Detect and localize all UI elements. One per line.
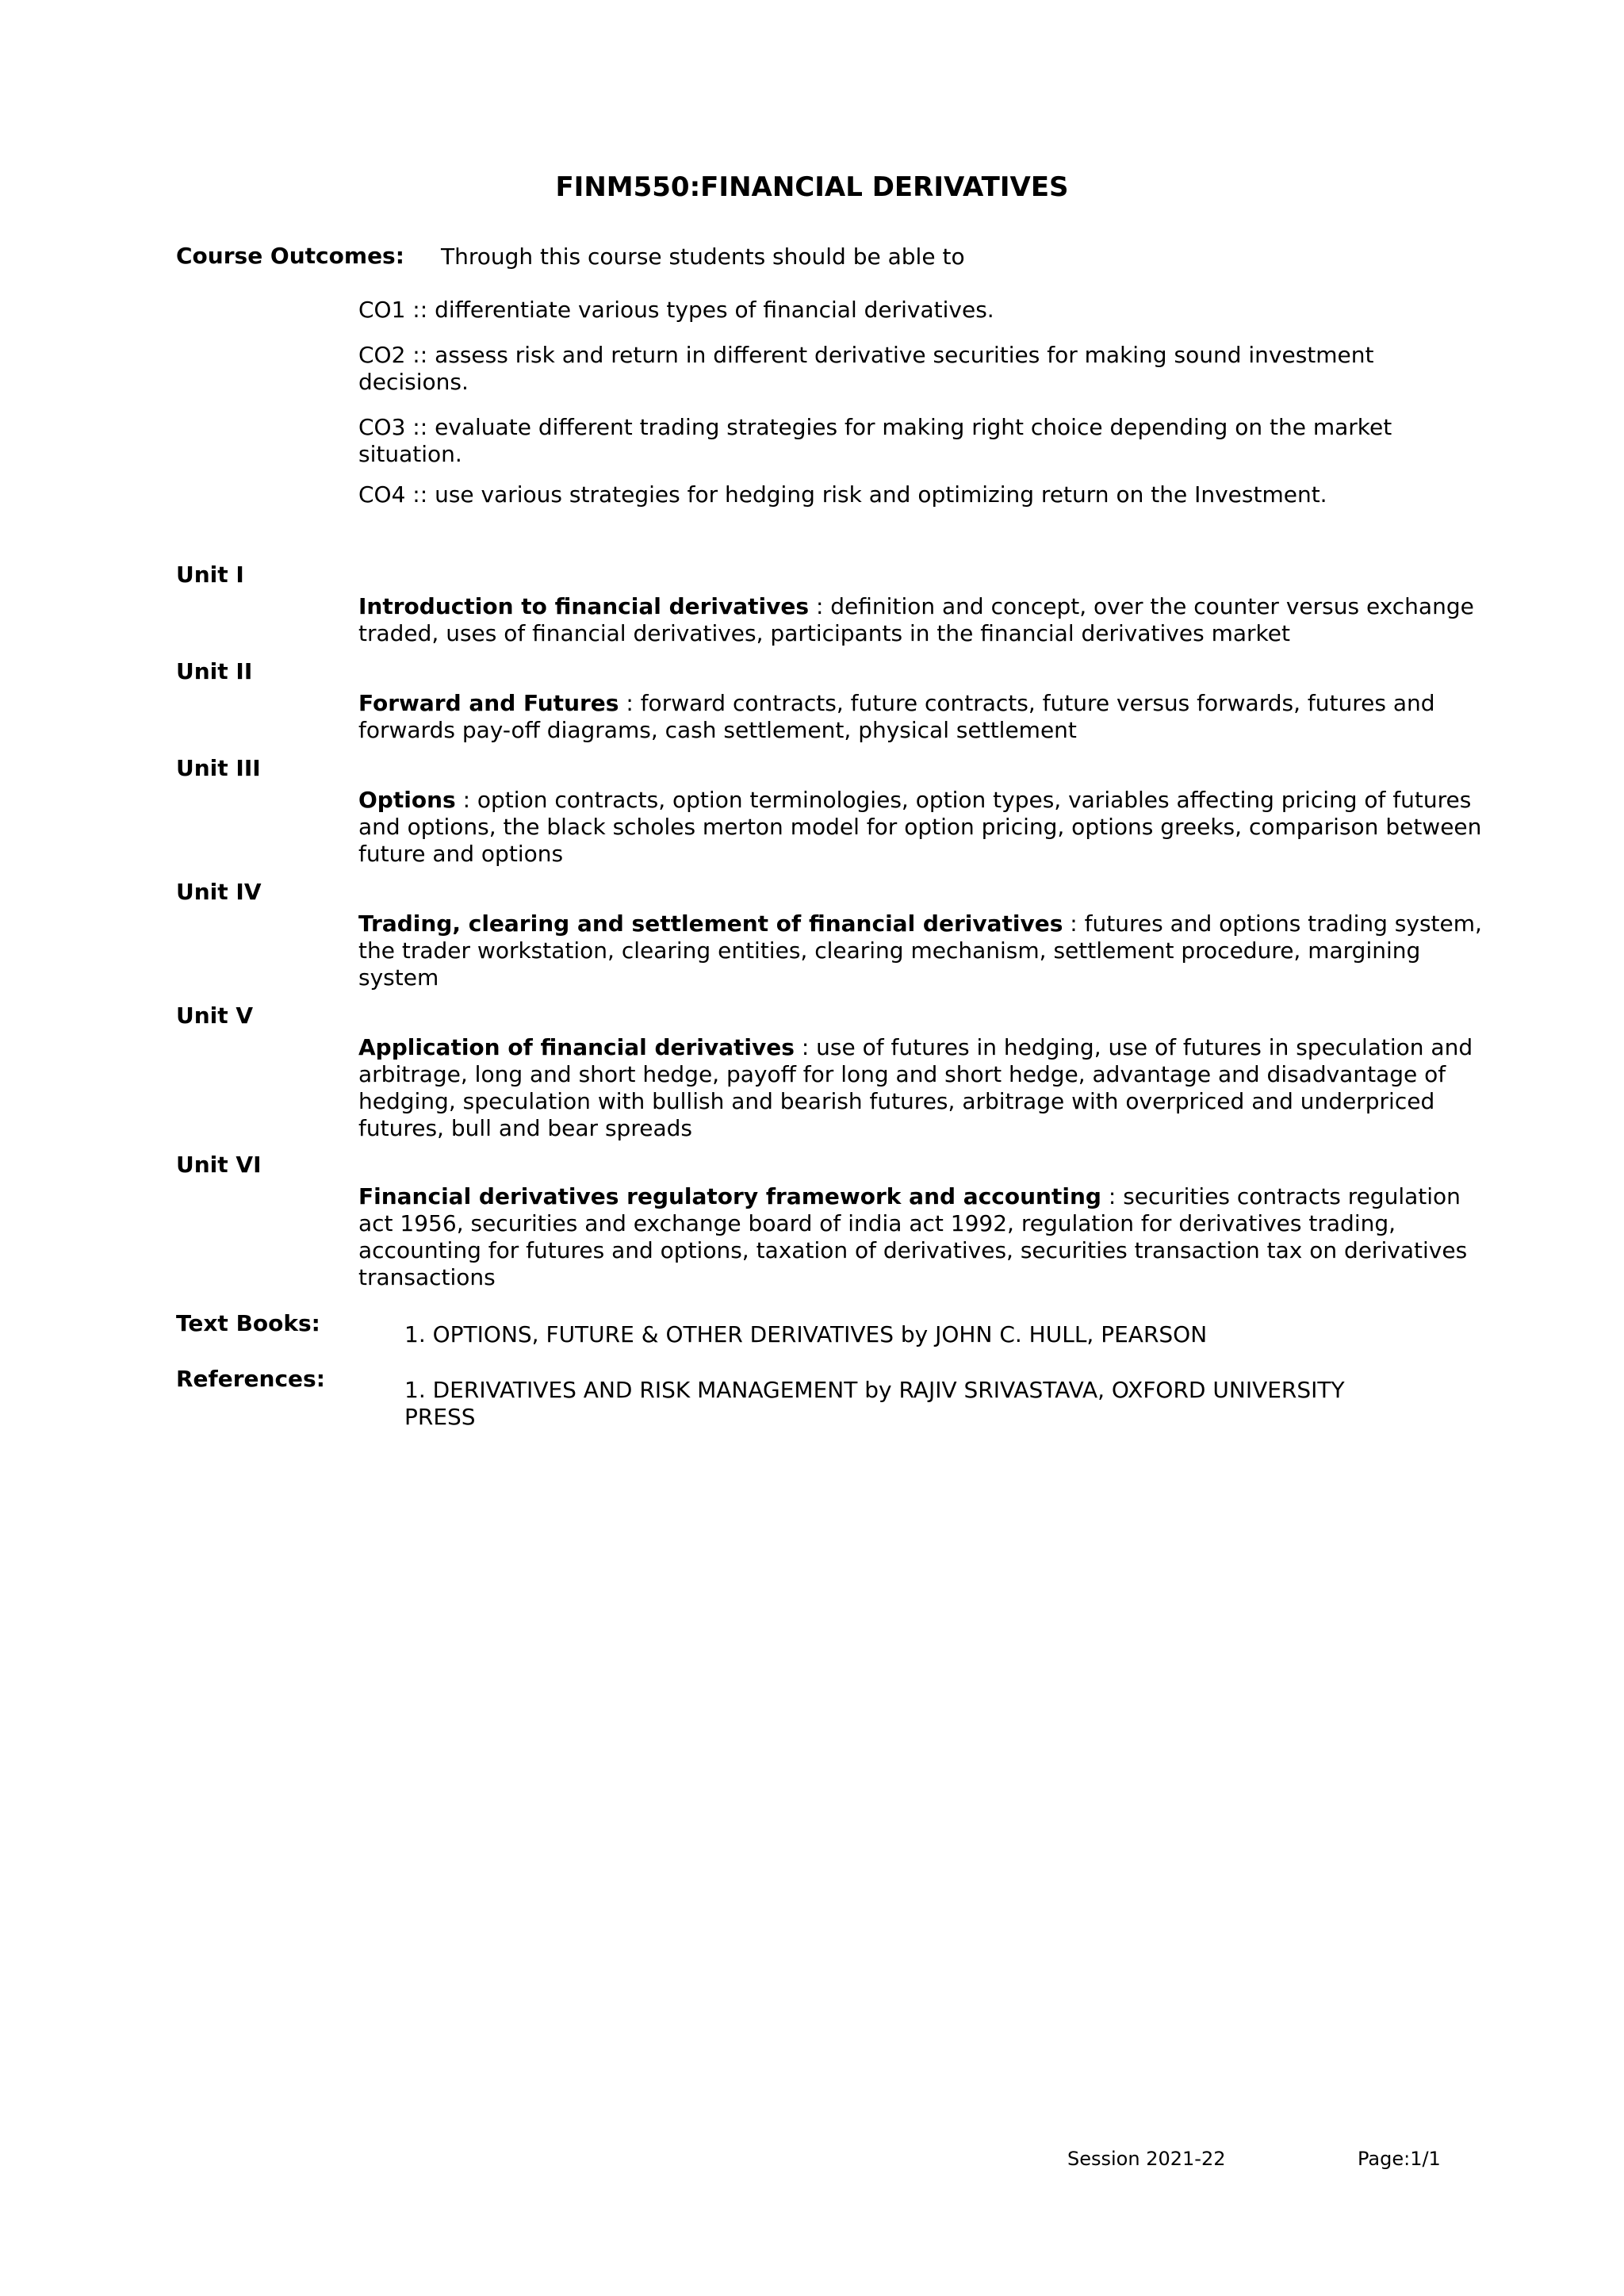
unit-description: : option contracts, option terminologies, option types, variables affecting pricing of futures and options, the black scholes merton model for option pricing, options greeks, comparison between future and options xyxy=(358,787,1482,867)
unit-content xyxy=(358,593,1492,647)
course-outcomes-intro: Through this course students should be able to xyxy=(441,243,965,270)
unit-label: Unit VI xyxy=(176,1152,262,1178)
unit-content xyxy=(358,1183,1492,1291)
unit-heading: Forward and Futures xyxy=(358,690,619,716)
course-outcome-item: CO3 :: evaluate different trading strategies for making right choice depending on the market situation. xyxy=(358,414,1392,467)
course-outcome-item: CO2 :: assess risk and return in different derivative securities for making sound investment decisions. xyxy=(358,342,1374,395)
unit-description: : securities contracts regulation act 1956, securities and exchange board of india act 1992, regulation for derivatives trading, accounting for futures and options, taxation of derivatives, securities transaction tax on derivatives transactions xyxy=(358,1183,1468,1290)
unit-heading: Trading, clearing and settlement of financial derivatives xyxy=(358,910,1063,937)
unit-heading: Introduction to financial derivatives xyxy=(358,593,810,619)
unit-content xyxy=(358,910,1492,991)
course-outcome-item: CO1 :: differentiate various types of financial derivatives. xyxy=(358,297,994,323)
unit-heading: Options xyxy=(358,787,456,813)
page-title: FINM550:FINANCIAL DERIVATIVES xyxy=(555,171,1069,203)
unit-content xyxy=(358,787,1492,868)
unit-label: Unit V xyxy=(176,1002,254,1029)
unit-label: Unit II xyxy=(176,658,253,684)
unit-content xyxy=(358,1034,1492,1142)
unit-heading: Financial derivatives regulatory framework and accounting xyxy=(358,1183,1101,1209)
session-label: Session 2021-22 xyxy=(1067,2148,1226,2170)
text-book-item: 1. OPTIONS, FUTURE & OTHER DERIVATIVES by JOHN C. HULL, PEARSON xyxy=(404,1321,1208,1347)
unit-label: Unit I xyxy=(176,562,244,588)
course-outcome-item: CO4 :: use various strategies for hedging risk and optimizing return on the Investment. xyxy=(358,481,1327,508)
unit-content xyxy=(358,690,1492,744)
text-books-label: Text Books: xyxy=(176,1310,320,1336)
unit-label: Unit III xyxy=(176,755,261,781)
reference-item: 1. DERIVATIVES AND RISK MANAGEMENT by RAJIV SRIVASTAVA, OXFORD UNIVERSITY PRESS xyxy=(404,1377,1345,1430)
course-outcomes-label: Course Outcomes: xyxy=(176,243,404,269)
unit-description: : definition and concept, over the counter versus exchange traded, uses of financial derivatives, participants in the financial derivatives market xyxy=(358,593,1474,646)
unit-description: : futures and options trading system, the trader workstation, clearing entities, clearing mechanism, settlement procedure, margining system xyxy=(358,910,1482,991)
references-label: References: xyxy=(176,1366,325,1392)
unit-heading: Application of financial derivatives xyxy=(358,1034,795,1060)
page-number: Page:1/1 xyxy=(1358,2148,1441,2170)
unit-description: : use of futures in hedging, use of futures in speculation and arbitrage, long and short hedge, payoff for long and short hedge, advantage and disadvantage of hedging, speculation with bullish and bearish futures, arbitrage with overpriced and underpriced futures, bull and bear spreads xyxy=(358,1034,1473,1141)
unit-label: Unit IV xyxy=(176,879,262,905)
unit-description: : forward contracts, future contracts, future versus forwards, futures and forwards pay-off diagrams, cash settlement, physical settlement xyxy=(358,690,1435,743)
